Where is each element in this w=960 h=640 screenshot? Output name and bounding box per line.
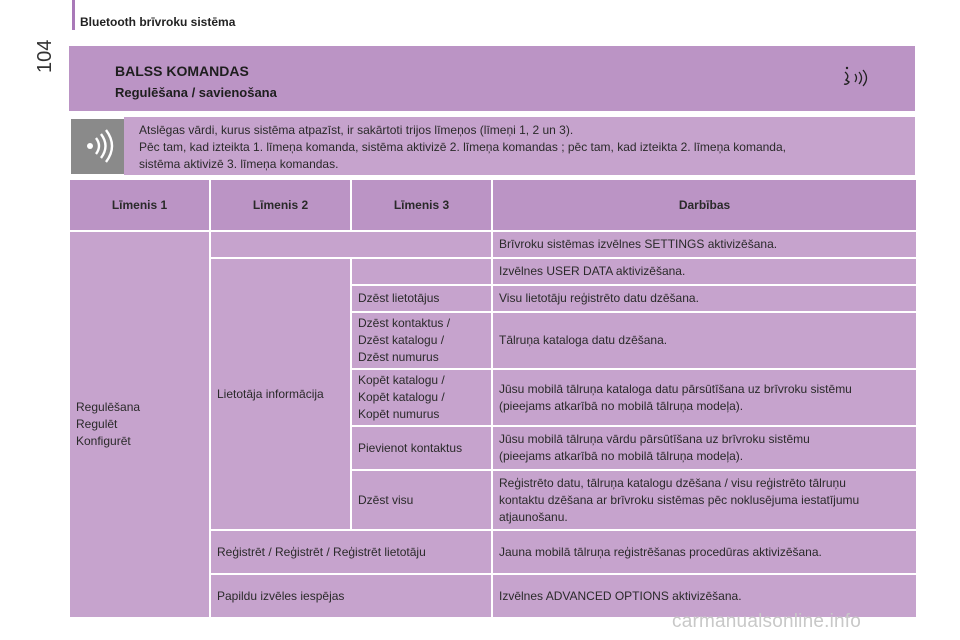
- intro-line: Atslēgas vārdi, kurus sistēma atpazīst, ir sakārtoti trijos līmeņos (līmeņi 1, 2 un 3).: [139, 123, 574, 137]
- level3-line: Kopēt katalogu /: [358, 390, 445, 404]
- level3-cell: Dzēst lietotājus: [352, 286, 491, 311]
- intro-icon-frame: [69, 117, 124, 175]
- level3-line: Dzēst katalogu /: [358, 333, 445, 347]
- action-cell: Izvēlnes USER DATA aktivizēšana.: [493, 259, 916, 284]
- header-level-3: Līmenis 3: [352, 180, 491, 230]
- section-banner: [69, 46, 915, 111]
- header-actions: Darbības: [493, 180, 916, 230]
- table-row: [70, 232, 916, 257]
- action-cell: Izvēlnes ADVANCED OPTIONS aktivizēšana.: [493, 575, 916, 617]
- action-line: Jūsu mobilā tālruņa kataloga datu pārsūtīšana uz brīvroku sistēmu: [499, 381, 852, 396]
- empty-cell: [352, 259, 491, 284]
- level3-cell: [352, 370, 491, 425]
- level3-cell: Pievienot kontaktus: [352, 427, 491, 469]
- action-line: Reģistrēto datu, tālruņa katalogu dzēšana / visu reģistrēto tālruņu: [499, 475, 846, 490]
- level3-cell: Dzēst visu: [352, 471, 491, 529]
- action-line: (pieejams atkarībā no mobilā tālruņa modeļa).: [499, 449, 744, 463]
- voice-command-icon: [841, 64, 871, 92]
- voice-commands-table: [68, 178, 918, 619]
- accent-bar: [72, 0, 75, 30]
- action-line: Jūsu mobilā tālruņa vārdu pārsūtīšana uz brīvroku sistēmu: [499, 432, 810, 446]
- intro-line: sistēma aktivizē 3. līmeņa komandas.: [139, 157, 339, 171]
- action-cell: [493, 370, 916, 425]
- action-cell: Visu lietotāju reģistrēto datu dzēšana.: [493, 286, 916, 311]
- page-number: 104: [34, 39, 56, 73]
- level2-cell: Papildu izvēles iespējas: [211, 575, 491, 617]
- section-subtitle: Regulēšana / savienošana: [115, 85, 277, 100]
- empty-cell: [211, 232, 491, 257]
- running-head: Bluetooth brīvroku sistēma: [80, 15, 236, 29]
- section-title: BALSS KOMANDAS: [115, 63, 249, 79]
- level3-line: Kopēt numurus: [358, 407, 440, 421]
- action-line: kontaktu dzēšana ar brīvroku sistēmas pēc noklusējuma iestatījumu: [499, 492, 860, 507]
- header-level-2: Līmenis 2: [211, 180, 350, 230]
- header-level-1: Līmenis 1: [70, 180, 209, 230]
- level1-line: Regulēšana: [76, 400, 141, 414]
- level1-line: Regulēt: [76, 417, 118, 431]
- action-line: atjaunošanu.: [499, 509, 568, 524]
- sound-waves-icon: [71, 119, 124, 174]
- action-cell: [493, 427, 916, 469]
- level2-cell: Reģistrēt / Reģistrēt / Reģistrēt lietotāju: [211, 531, 491, 573]
- level3-line: Dzēst numurus: [358, 350, 439, 364]
- action-line: (pieejams atkarībā no mobilā tālruņa modeļa).: [499, 398, 744, 413]
- intro-box: [69, 117, 915, 175]
- action-cell: [493, 471, 916, 529]
- action-cell: Jauna mobilā tālruņa reģistrēšanas procedūras aktivizēšana.: [493, 531, 916, 573]
- table-header-row: [70, 180, 916, 230]
- intro-line: Pēc tam, kad izteikta 1. līmeņa komanda, sistēma aktivizē 2. līmeņa komandas ; pēc tam, kad izteikta 2. līmeņa komanda,: [139, 140, 786, 154]
- level2-cell: Lietotāja informācija: [211, 259, 350, 529]
- level1-cell: [70, 232, 209, 617]
- level3-cell: [352, 313, 491, 368]
- watermark: carmanualsonline.info: [672, 611, 862, 632]
- level3-line: Kopēt katalogu /: [358, 373, 445, 387]
- action-cell: Brīvroku sistēmas izvēlnes SETTINGS aktivizēšana.: [493, 232, 916, 257]
- intro-text: [139, 122, 909, 173]
- level3-line: Dzēst kontaktus /: [358, 316, 451, 330]
- action-cell: Tālruņa kataloga datu dzēšana.: [493, 313, 916, 368]
- level1-line: Konfigurēt: [76, 434, 131, 448]
